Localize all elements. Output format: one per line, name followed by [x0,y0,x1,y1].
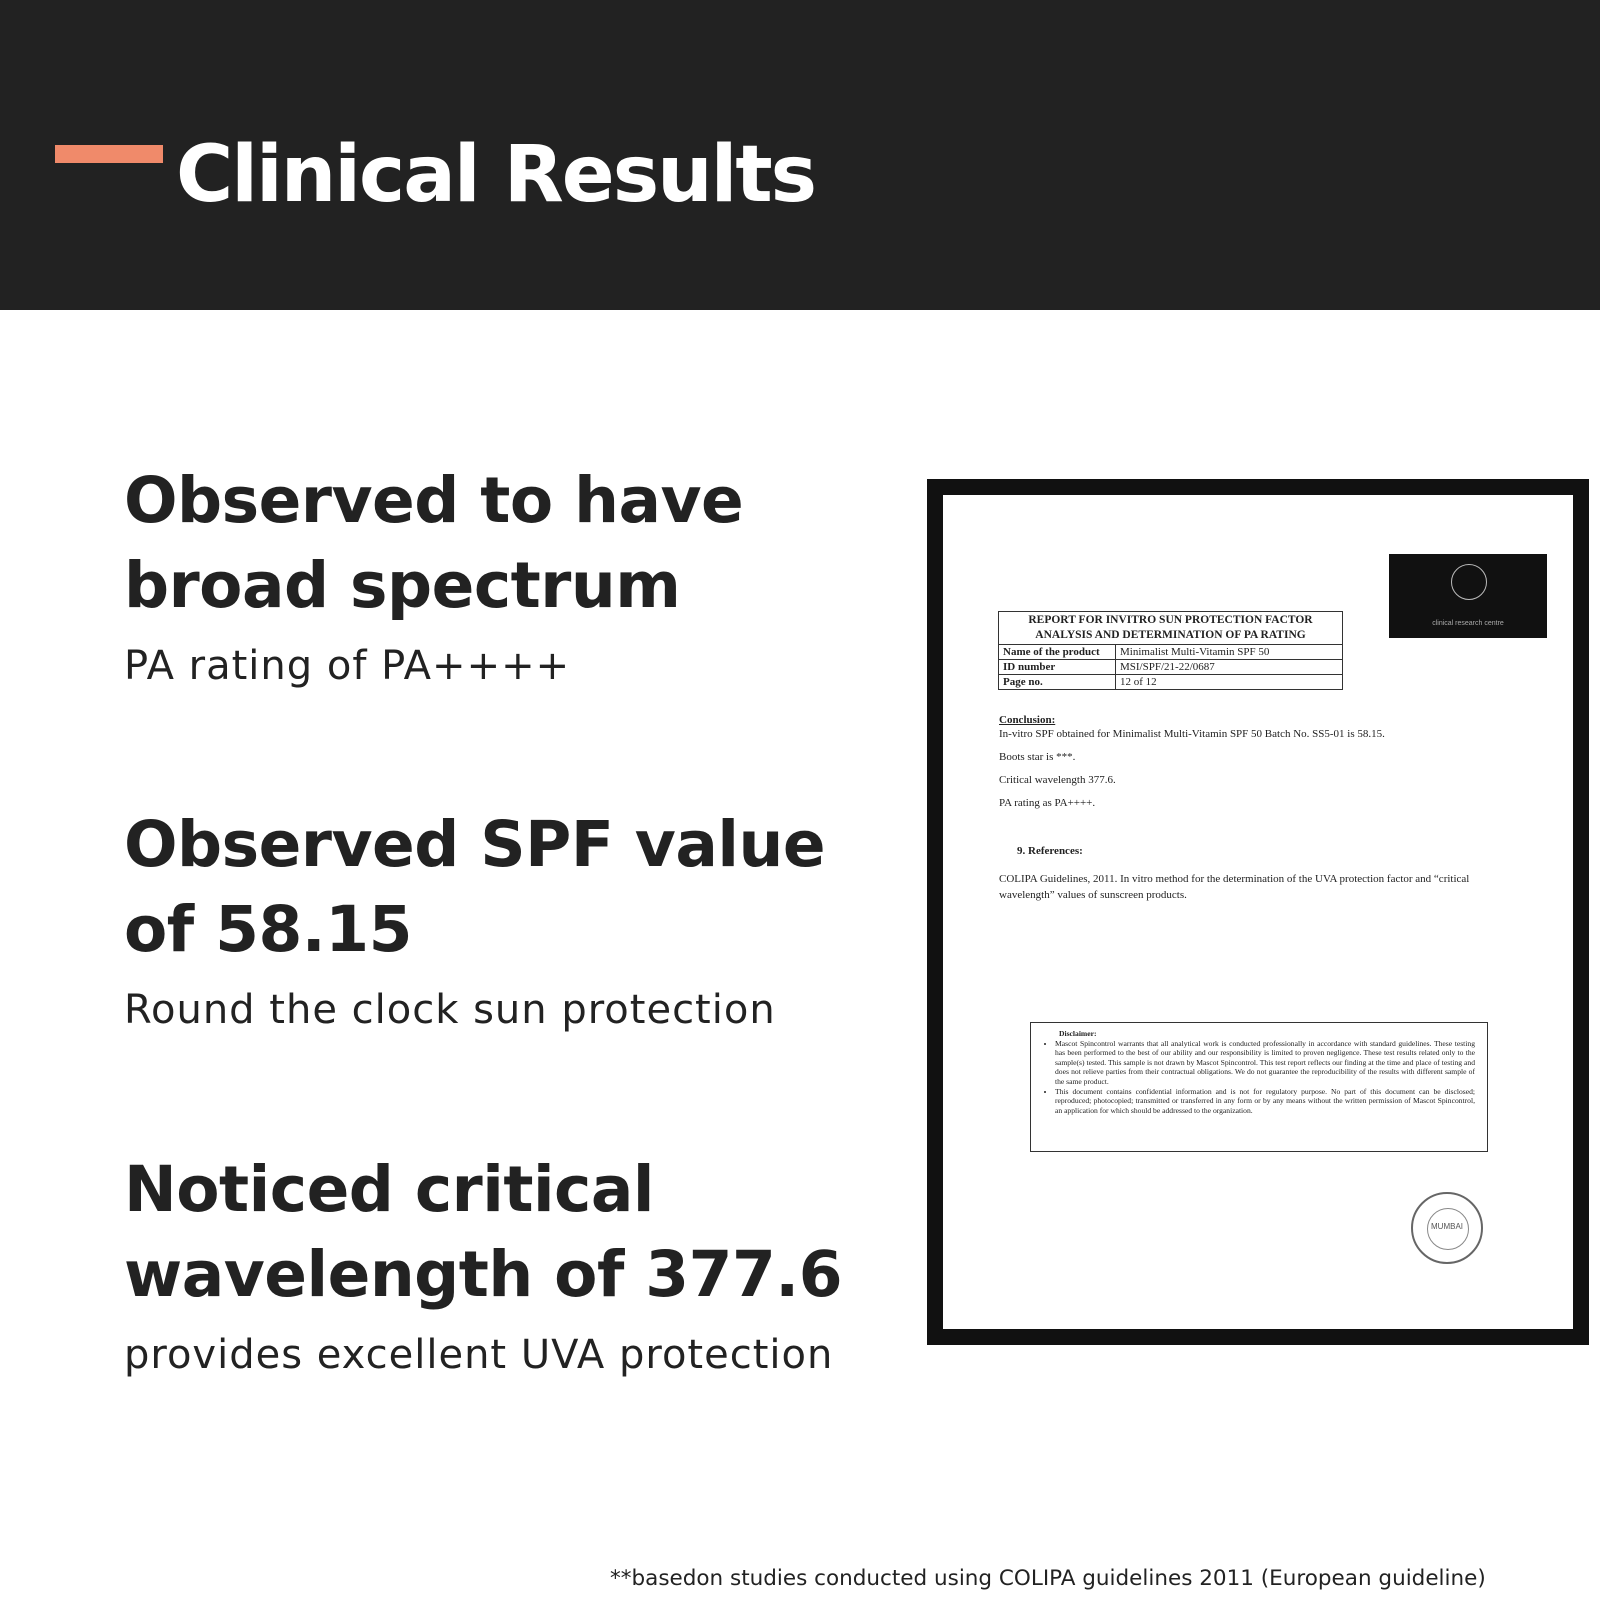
conclusion-line: Critical wavelength 377.6. [999,774,1116,786]
stamp-text: MUMBAI [1431,1222,1463,1231]
footnote: **basedon studies conducted using COLIPA guidelines 2011 (European guideline) [610,1566,1486,1591]
claim-spf-value [124,802,894,1038]
reference-text: COLIPA Guidelines, 2011. In vitro method for the determination of the UVA protection factor and “critical wavelength” values of sunscreen products. [999,873,1470,901]
logo-caption: clinical research centre [1432,620,1504,627]
report-disclaimer [1030,1022,1488,1152]
report-conclusion [999,713,1519,819]
conclusion-line: Boots star is ***. [999,751,1076,763]
logo-emblem-icon [1451,564,1487,600]
page-title: Clinical Results [176,130,816,220]
claim-subtitle: PA rating of PA++++ [124,643,571,689]
disclaimer-heading: Disclaimer: [1059,1029,1097,1038]
lab-logo [1389,554,1547,638]
table-row: Name of the product Minimalist Multi-Vitamin SPF 50 [999,645,1343,660]
claim-heading: Noticed critical wavelength of 377.6 [124,1153,843,1311]
conclusion-line: PA rating as PA++++. [999,797,1096,809]
report-title: REPORT FOR INVITRO SUN PROTECTION FACTOR ANALYSIS AND DETERMINATION OF PA RATING [999,612,1343,645]
conclusion-heading: Conclusion: [999,714,1056,726]
company-stamp [1411,1192,1483,1264]
report-document [943,495,1573,1329]
conclusion-line: In-vitro SPF obtained for Minimalist Multi-Vitamin SPF 50 Batch No. SS5-01 is 58.15. [999,728,1385,740]
report-references [999,843,1509,915]
header-banner [0,0,1600,310]
report-info-table [998,611,1343,690]
claim-critical-wavelength [124,1147,894,1383]
table-row: Page no. 12 of 12 [999,675,1343,690]
accent-bar [55,145,163,163]
claim-heading: Observed to have broad spectrum [124,464,744,622]
disclaimer-item: • This document contains confidential information and is not for regulatory purpose. No part of this document can be disclosed; reproduced; photocopied; transmitted or transferred in any form or by any means without the written permission of Mascot Spincontrol, an application for which should be addressed to the organization. [1055,1087,1475,1116]
table-row: ID number MSI/SPF/21-22/0687 [999,660,1343,675]
claim-subtitle: Round the clock sun protection [124,987,776,1033]
claim-subtitle: provides excellent UVA protection [124,1332,834,1378]
claim-heading: Observed SPF value of 58.15 [124,808,826,966]
report-frame [927,479,1589,1345]
disclaimer-item: • Mascot Spincontrol warrants that all analytical work is conducted professionally in accordance with standard guidelines. These testing has been performed to the best of our ability and our responsibility is limited to proven negligence. These test results related only to the sample(s) tested. This sample is not drawn by Mascot Spincontrol. This test report reflects our finding at the time and place of testing and does not relieve parties from their contractual obligations. We do not guarantee the reproducibility of the results with different sample of the same product. [1055,1039,1475,1087]
references-heading: 9. References: [1017,845,1083,857]
claim-broad-spectrum [124,458,894,694]
